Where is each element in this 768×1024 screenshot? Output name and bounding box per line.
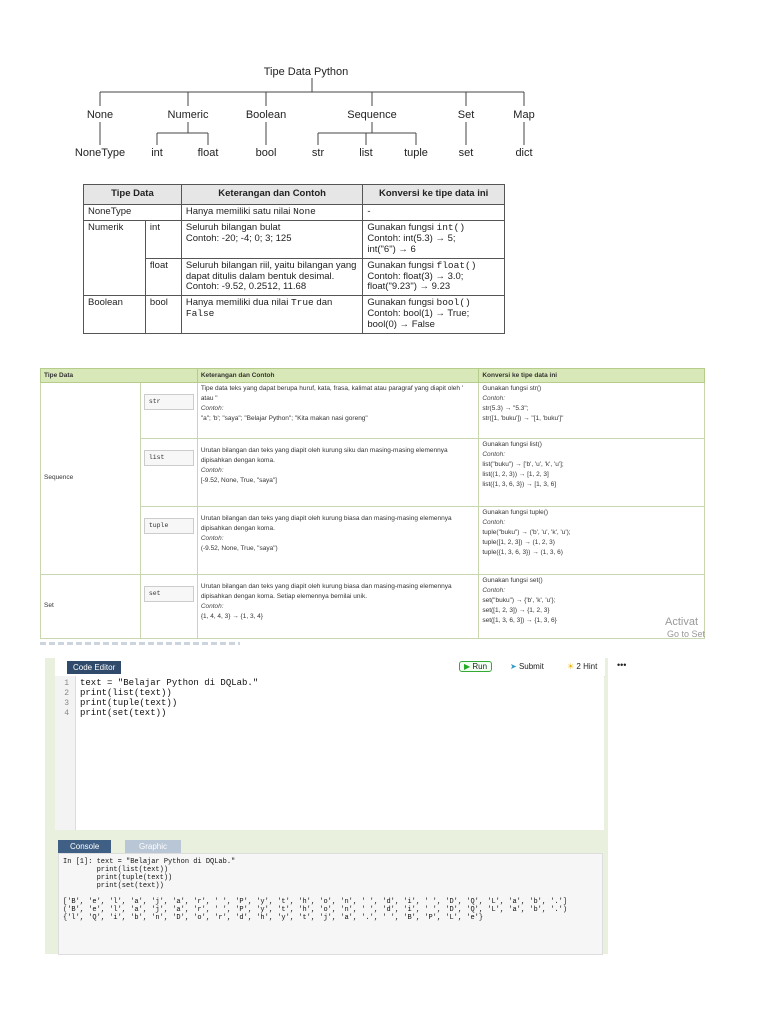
row-type: Numerik xyxy=(84,220,146,296)
tree-type-list: list xyxy=(359,147,373,159)
conv-example: Contoh: int(5.3) → 5; xyxy=(367,232,456,244)
code-editor-panel xyxy=(45,658,627,954)
conv-example: set("buku") → {'b', 'k', 'u'}; xyxy=(482,597,556,605)
console-line: In [1]: text = "Belajar Python di DQLab." xyxy=(63,858,236,866)
desc-text: Tipe data teks yang dapat berupa huruf, kata, frasa, kalimat atau paragraf yang diapit oleh ' atau " xyxy=(200,385,464,403)
row-desc xyxy=(181,204,362,220)
conv-text: Gunakan fungsi list() xyxy=(482,441,542,448)
row-subtype: bool xyxy=(145,296,181,334)
console-line: ['B', 'e', 'l', 'a', 'j', 'a', 'r', ' ', 'P', 'y', 't', 'h', 'o', 'n', ' ', 'd', 'i', ' ', 'D', 'Q', 'L', 'a', 'b', '.'] xyxy=(63,898,568,906)
desc-text: Urutan bilangan dan teks yang diapit oleh kurung biasa dan masing-masing elemennya dipisahkan dengan koma. Setiap elemennya bernilai unik. xyxy=(200,583,452,601)
table-row xyxy=(84,204,505,220)
row-desc xyxy=(197,575,479,639)
hint-button[interactable] xyxy=(567,662,597,671)
table-row xyxy=(41,575,705,639)
conv-text: Gunakan fungsi set() xyxy=(482,577,543,584)
line-number: 4 xyxy=(64,709,69,718)
conv-example: list((1, 2, 3)) → [1, 2, 3] xyxy=(482,471,549,479)
row-subtype xyxy=(140,507,197,575)
row-conv xyxy=(363,220,505,258)
contoh-label: Contoh: xyxy=(200,467,224,475)
example-text: Contoh: -9.52, 0.2512, 11.68 xyxy=(185,281,307,293)
row-group: Sequence xyxy=(41,383,141,575)
row-desc xyxy=(181,296,362,334)
contoh-label: Contoh: xyxy=(482,451,506,459)
row-desc xyxy=(197,507,479,575)
header-tipe-data: Tipe Data xyxy=(41,369,198,383)
row-type: NoneType xyxy=(84,204,182,220)
console-line: print(set(text)) xyxy=(63,882,164,890)
line-number: 2 xyxy=(64,689,69,698)
data-type-table-sequence xyxy=(40,368,705,639)
submit-icon: ➤ xyxy=(510,662,517,671)
tab-graphic[interactable]: Graphic xyxy=(125,840,181,853)
contoh-label: Contoh: xyxy=(200,603,224,611)
conv-example: Contoh: bool(1) → True; xyxy=(367,308,470,320)
conv-code: bool() xyxy=(436,297,471,309)
tree-type-int: int xyxy=(151,147,163,159)
editor-title: Code Editor xyxy=(67,661,121,674)
conv-text: Gunakan fungsi xyxy=(367,297,437,309)
tree-category-none: None xyxy=(86,109,114,121)
conv-example: tuple("buku") → ('b', 'u', 'k', 'u'); xyxy=(482,529,571,537)
run-button[interactable] xyxy=(459,661,492,672)
conv-example: tuple([1, 2, 3]) → (1, 2, 3) xyxy=(482,539,555,547)
row-desc xyxy=(181,258,362,296)
windows-activation-watermark: Activat xyxy=(665,616,699,628)
row-conv xyxy=(479,507,705,575)
tree-type-bool: bool xyxy=(255,147,277,159)
example-text: [-9.52, None, True, "saya"] xyxy=(200,477,277,485)
row-desc xyxy=(181,220,362,258)
conv-example: bool(0) → False xyxy=(367,319,435,331)
console-line: ('B', 'e', 'l', 'a', 'j', 'a', 'r', ' ', 'P', 'y', 't', 'h', 'o', 'n', ' ', 'd', 'i', ' ', 'D', 'Q', 'L', 'a', 'b', '.') xyxy=(63,906,568,914)
submit-label: Submit xyxy=(518,662,544,671)
row-conv xyxy=(363,258,505,296)
tree-category-boolean: Boolean xyxy=(245,109,287,121)
tree-category-map: Map xyxy=(513,109,535,121)
conv-example: str(5.3) → "5.3"; xyxy=(482,405,529,413)
console-output xyxy=(58,853,603,955)
console-line: print(list(text)) xyxy=(63,866,169,874)
desc-text: Hanya memiliki satu nilai xyxy=(185,205,294,217)
code-line: print(list(text)) xyxy=(80,688,172,698)
tree-type-float: float xyxy=(197,147,219,159)
row-group: Set xyxy=(41,575,141,639)
row-conv xyxy=(363,296,505,334)
row-desc xyxy=(197,383,479,439)
contoh-label: Contoh: xyxy=(482,587,506,595)
lightbulb-icon: ☀ xyxy=(567,662,575,671)
conv-example: set([1, 3, 6, 3]) → {1, 3, 6} xyxy=(482,617,557,625)
desc-text: Urutan bilangan dan teks yang diapit oleh kurung biasa dan masing-masing elemennya dipisahkan dengan koma. xyxy=(200,515,452,533)
windows-activation-watermark-sub: Go to Set xyxy=(667,629,706,639)
code-false: False xyxy=(185,308,215,320)
subtype-tag: set xyxy=(144,586,194,602)
desc-text: Seluruh bilangan riil, yaitu bilangan yang dapat ditulis dalam bentuk desimal. xyxy=(185,259,357,282)
table-header-row xyxy=(84,185,505,205)
code-none: None xyxy=(293,205,316,217)
line-number: 1 xyxy=(64,679,69,688)
more-options-button[interactable]: ••• xyxy=(617,660,627,670)
code-true: True xyxy=(290,297,314,309)
console-line: print(tuple(text)) xyxy=(63,874,173,882)
conv-example: tuple({1, 3, 6, 3}) → (1, 3, 6) xyxy=(482,549,563,557)
editor-toolbar xyxy=(55,658,627,677)
code-line: text = "Belajar Python di DQLab." xyxy=(80,678,259,688)
subtype-tag: str xyxy=(144,394,194,410)
line-number: 3 xyxy=(64,699,69,708)
conv-example: Contoh: float(3) → 3.0; xyxy=(367,270,464,282)
type-tree-diagram xyxy=(0,0,768,175)
row-subtype xyxy=(140,575,197,639)
table-row xyxy=(84,220,505,258)
hint-label: 2 Hint xyxy=(576,662,598,671)
tab-console[interactable]: Console xyxy=(58,840,111,853)
header-keterangan: Keterangan dan Contoh xyxy=(181,185,362,205)
desc-text: Seluruh bilangan bulat xyxy=(185,221,281,233)
conv-text: Gunakan fungsi tuple() xyxy=(482,509,549,516)
table-row xyxy=(41,383,705,439)
submit-button[interactable] xyxy=(510,662,544,671)
data-type-table-basic xyxy=(83,184,505,334)
example-text: {1, 4, 4, 3} → {1, 3, 4} xyxy=(200,613,263,621)
tree-type-tuple: tuple xyxy=(404,147,428,159)
tree-type-dict: dict xyxy=(515,147,533,159)
conv-code: float() xyxy=(436,259,477,271)
conv-text: Gunakan fungsi str() xyxy=(482,385,542,392)
conv-example: str([1, 'buku']) → "[1, 'buku']" xyxy=(482,415,564,423)
conv-example: list("buku") → ['b', 'u', 'k', 'u']; xyxy=(482,461,564,469)
row-subtype: float xyxy=(145,258,181,296)
table-row xyxy=(84,296,505,334)
code-line: print(set(text)) xyxy=(80,708,167,718)
conv-example: list({1, 3, 6, 3}) → [1, 3, 6] xyxy=(482,481,557,489)
example-text: Contoh: -20; -4; 0; 3; 125 xyxy=(185,232,292,244)
row-conv: - xyxy=(363,204,505,220)
console-line: {'l', 'Q', 'i', 'b', 'n', 'D', 'o', 'r', 'd', 'h', 'y', 't', 'j', 'a', '.', ' ', 'B', 'P', 'L', 'e'} xyxy=(63,914,484,922)
run-label: Run xyxy=(472,662,488,671)
tree-root: Tipe Data Python xyxy=(263,66,349,78)
example-text: "a"; 'b'; "saya"; "Belajar Python"; "Kita makan nasi goreng" xyxy=(200,415,368,423)
desc-text: Urutan bilangan dan teks yang diapit oleh kurung siku dan masing-masing elemennya dipisahkan dengan koma. xyxy=(200,447,448,465)
row-type: Boolean xyxy=(84,296,146,334)
table-row xyxy=(41,439,705,507)
subtype-tag: tuple xyxy=(144,518,194,534)
header-keterangan: Keterangan dan Contoh xyxy=(197,369,479,383)
contoh-label: Contoh: xyxy=(482,519,506,527)
row-desc xyxy=(197,439,479,507)
row-subtype: int xyxy=(145,220,181,258)
play-icon: ▶ xyxy=(464,662,471,671)
code-input-area[interactable] xyxy=(75,676,604,830)
conv-example: int("6") → 6 xyxy=(367,243,416,255)
conv-text: Gunakan fungsi xyxy=(367,221,437,233)
tree-category-sequence: Sequence xyxy=(347,109,397,121)
tree-type-nonetype: NoneType xyxy=(74,147,126,159)
row-subtype xyxy=(140,383,197,439)
header-tipe-data: Tipe Data xyxy=(84,185,182,205)
conv-text: Gunakan fungsi xyxy=(367,259,437,271)
blurred-caption xyxy=(40,642,240,645)
subtype-tag: list xyxy=(144,450,194,466)
tree-type-set: set xyxy=(458,147,474,159)
table-row xyxy=(84,258,505,296)
tree-category-set: Set xyxy=(457,109,475,121)
code-line: print(tuple(text)) xyxy=(80,698,178,708)
conv-code: int() xyxy=(436,221,466,233)
header-konversi: Konversi ke tipe data ini xyxy=(479,369,705,383)
tree-type-str: str xyxy=(311,147,325,159)
row-subtype xyxy=(140,439,197,507)
conv-example: float("9.23") → 9.23 xyxy=(367,281,451,293)
contoh-label: Contoh: xyxy=(482,395,506,403)
header-konversi: Konversi ke tipe data ini xyxy=(363,185,505,205)
table-row xyxy=(41,507,705,575)
contoh-label: Contoh: xyxy=(200,405,224,413)
row-conv xyxy=(479,439,705,507)
example-text: (-9.52, None, True, "saya") xyxy=(200,545,278,553)
conv-example: set([1, 2, 3]) → {1, 2, 3} xyxy=(482,607,550,615)
contoh-label: Contoh: xyxy=(200,535,224,543)
desc-text: dan xyxy=(313,297,333,309)
table-header-row xyxy=(41,369,705,383)
tree-category-numeric: Numeric xyxy=(167,109,209,121)
line-number-gutter xyxy=(55,676,75,830)
desc-text: Hanya memiliki dua nilai xyxy=(185,297,291,309)
row-conv xyxy=(479,383,705,439)
